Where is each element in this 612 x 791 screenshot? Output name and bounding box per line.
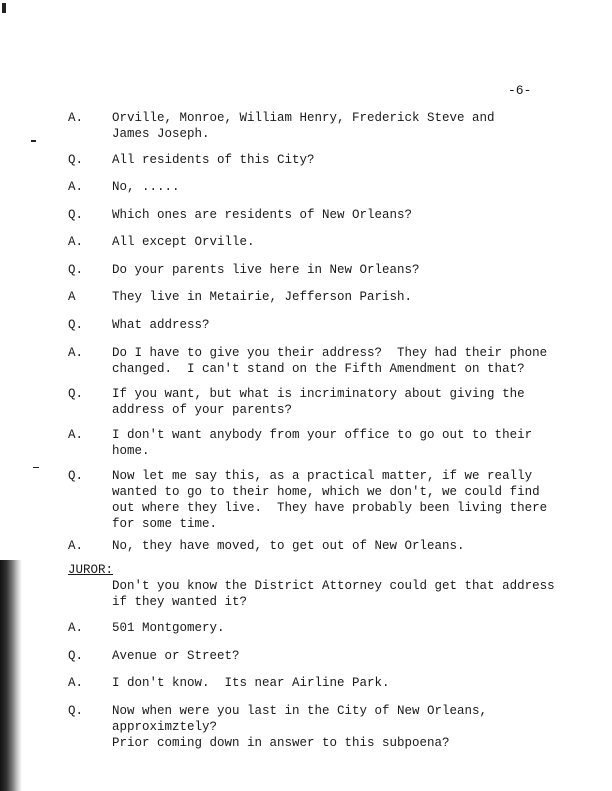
speaker-label: Q. — [68, 153, 84, 167]
line-text: No, ..... — [112, 180, 180, 194]
line-text: Avenue or Street? — [112, 649, 240, 663]
line-text: No, they have moved, to get out of New Orleans. — [112, 539, 465, 553]
line-text: I don't want anybody from your office to go out to their home. — [112, 428, 533, 458]
line-text: Do I have to give you their address? They had their phone changed. I can't stand on the Fifth Amendment on that? — [112, 346, 548, 376]
juror-label: JUROR: — [68, 563, 114, 577]
margin-mark — [31, 140, 36, 142]
speaker-label: Q. — [68, 263, 84, 277]
binding-shadow — [0, 560, 22, 791]
speaker-label: A. — [68, 235, 84, 249]
speaker-label: Q. — [68, 387, 84, 401]
line-text: All residents of this City? — [112, 153, 315, 167]
line-text: Which ones are residents of New Orleans? — [112, 208, 413, 222]
line-text: 501 Montgomery. — [112, 621, 225, 635]
speaker-label: A. — [68, 428, 84, 442]
speaker-label: A. — [68, 621, 84, 635]
line-text: They live in Metairie, Jefferson Parish. — [112, 290, 413, 304]
line-text: Now when were you last in the City of New Orleans, approximztely? Prior coming down in answer to this subpoena? — [112, 704, 488, 750]
speaker-label: A. — [68, 111, 84, 125]
speaker-label: A. — [68, 180, 84, 194]
line-text: Now let me say this, as a practical matter, if we really wanted to go to their home, which we don't, we could find out where they live. They have probably been living there for some time. — [112, 469, 548, 531]
line-text: Do your parents live here in New Orleans? — [112, 263, 420, 277]
speaker-label: A — [68, 290, 76, 304]
speaker-label: Q. — [68, 649, 84, 663]
line-text: I don't know. Its near Airline Park. — [112, 676, 390, 690]
speaker-label: Q. — [68, 704, 84, 718]
line-text: Orville, Monroe, William Henry, Frederick Steve and James Joseph. — [112, 111, 495, 141]
corner-mark — [2, 3, 6, 13]
speaker-label: Q. — [68, 318, 84, 332]
speaker-label: A. — [68, 346, 84, 360]
line-text: If you want, but what is incriminatory about giving the address of your parents? — [112, 387, 525, 417]
speaker-label: Q. — [68, 469, 84, 483]
speaker-label: A. — [68, 539, 84, 553]
speaker-label: A. — [68, 676, 84, 690]
line-text: Don't you know the District Attorney could get that address if they wanted it? — [112, 579, 555, 609]
line-text: What address? — [112, 318, 210, 332]
speaker-label: Q. — [68, 208, 84, 222]
margin-mark — [33, 467, 39, 468]
page-number: -6- — [508, 83, 532, 98]
line-text: All except Orville. — [112, 235, 255, 249]
